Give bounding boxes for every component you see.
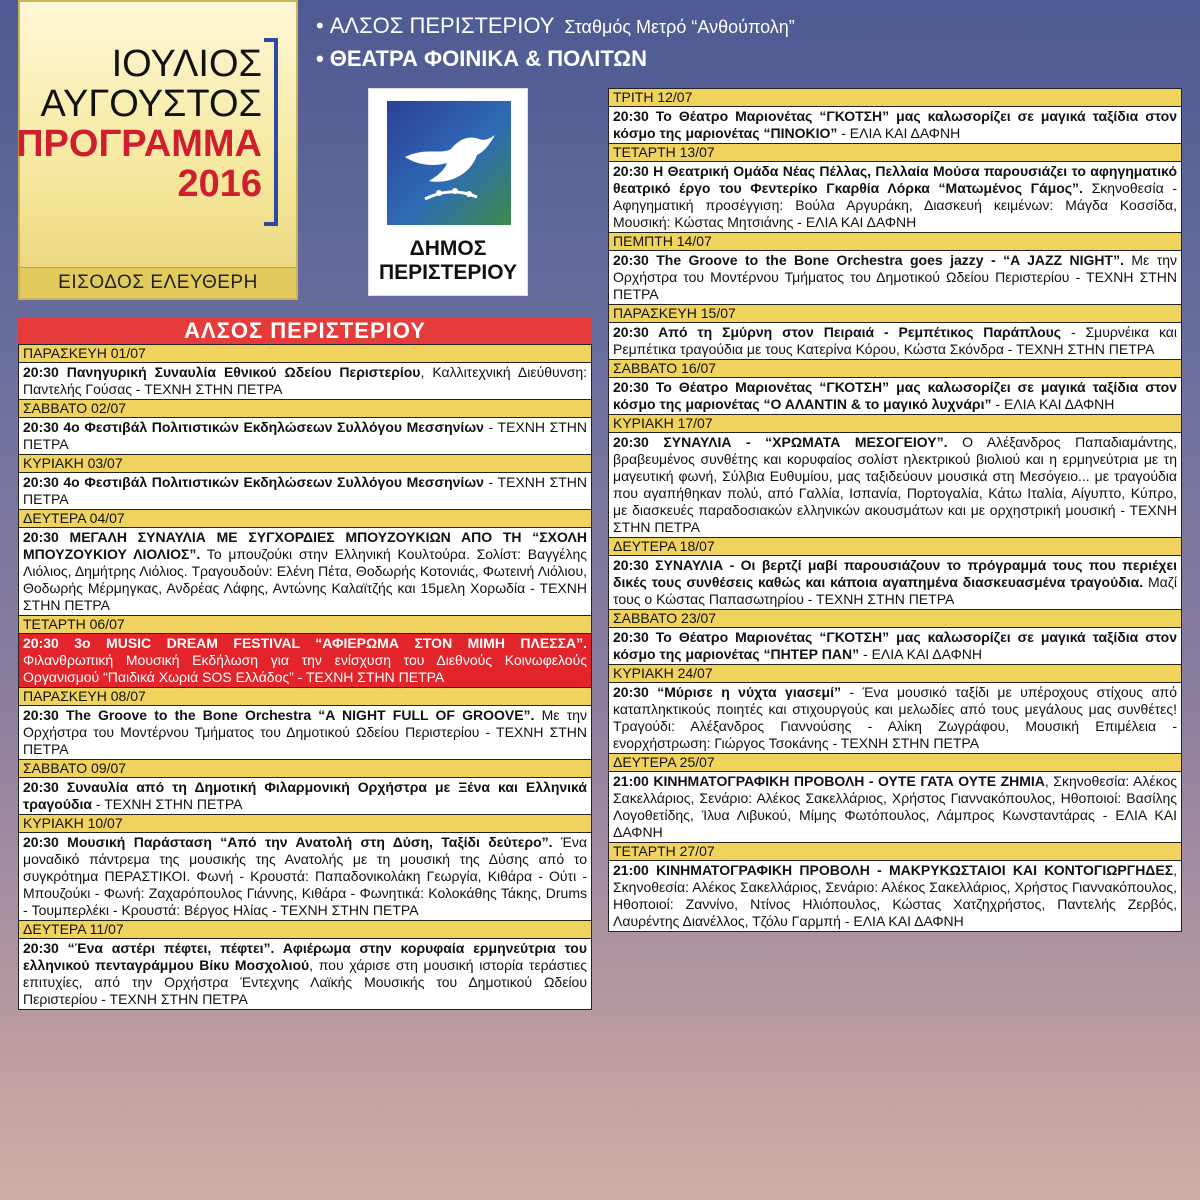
event-details: Φιλανθρωπική Μουσική Εκδήλωση για την ενίσχυση του Διεθνούς Κοινωφελούς Οργανισμού “Παιδικά Χωριά SOS Ελλάδος” - ΤΕΧΝΗ ΣΤΗΝ ΠΕΤΡΑ	[23, 652, 587, 685]
left-events	[18, 344, 592, 1010]
event-block	[608, 754, 1182, 843]
title-month-1: ΙΟΥΛΙΟΣ	[111, 43, 262, 85]
event-date: ΠΑΡΑΣΚΕΥΗ 15/07	[609, 305, 1181, 323]
venue-list	[316, 10, 795, 75]
event-description	[19, 939, 591, 1009]
event-description	[19, 528, 591, 615]
event-description	[609, 683, 1181, 753]
event-block	[608, 144, 1182, 233]
event-date: ΔΕΥΤΕΡΑ 11/07	[19, 921, 591, 939]
event-details: Σκηνοθεσία - Αφηγηματική προσέγγιση: Βούλα Αργυράκη, Διασκευή κειμένων: Μάγδα Κοσσίδα, Μουσική: Κώστας Μητσιάνης - ΕΛΙΑ ΚΑΙ ΔΑΦΝΗ	[613, 180, 1177, 230]
event-block	[608, 233, 1182, 305]
event-date: ΚΥΡΙΑΚΗ 10/07	[19, 815, 591, 833]
event-date: ΣΑΒΒΑΤΟ 09/07	[19, 760, 591, 778]
event-block	[608, 305, 1182, 360]
venue-1-name: ΑΛΣΟΣ ΠΕΡΙΣΤΕΡΙΟΥ	[329, 13, 555, 38]
event-title: 20:30 4ο Φεστιβάλ Πολιτιστικών Εκδηλώσεων Συλλόγου Μεσσηνίων	[23, 474, 484, 490]
event-description	[609, 433, 1181, 537]
event-block	[608, 610, 1182, 665]
event-date: ΔΕΥΤΕΡΑ 25/07	[609, 754, 1181, 772]
event-block	[18, 688, 592, 760]
event-date: ΔΕΥΤΕΡΑ 04/07	[19, 510, 591, 528]
event-details: - Ένα μουσικό ταξίδι με υπέροχους στίχους από καταπληκτικούς ποιητές και στιχουργούς και μελωδίες από τους μεγάλους μας συνθέτες! Τραγούδι: Αλέξανδρος Γιαννούσης - Αλίκη Ζωγράφου, Μουσική Επιμέλεια - ενορχήστρωση: Γιώργος Τσοκάνης - ΤΕΧΝΗ ΣΤΗΝ ΠΕΤΡΑ	[613, 684, 1177, 751]
event-details: , που χάρισε στη μουσική ιστορία τεράστιες επιτυχίες, από την Ορχήστρα Έντεχνης Λαϊκής Μουσικής του Δημοτικού Ωδείου Περιστερίου - ΤΕΧΝΗ ΣΤΗΝ ΠΕΤΡΑ	[23, 957, 587, 1007]
event-description	[19, 778, 591, 814]
event-description	[19, 363, 591, 399]
event-date: ΤΕΤΑΡΤΗ 06/07	[19, 616, 591, 634]
event-date: ΠΑΡΑΣΚΕΥΗ 01/07	[19, 345, 591, 363]
event-title: 20:30 ΣΥΝΑΥΛΙΑ - Οι βερτζί μαβί παρουσιάζουν το πρόγραμμά τους που περιέχει δικές τους συνθέσεις καθώς και κάποια αγαπημένα διασκευασμένα τραγούδια.	[613, 557, 1177, 590]
bullet-icon: •	[316, 46, 324, 71]
event-description	[19, 418, 591, 454]
event-details: - ΤΕΧΝΗ ΣΤΗΝ ΠΕΤΡΑ	[23, 474, 588, 507]
event-title: 20:30 Πανηγυρική Συναυλία Εθνικού Ωδείου Περιστερίου	[23, 364, 421, 380]
event-details: - Σμυρνέικα και Ρεμπέτικα τραγούδια με τους Κατερίνα Κόρου, Κώστα Σκόνδρα - ΤΕΧΝΗ ΣΤΗΝ ΠΕΤΡΑ	[613, 324, 1178, 357]
event-description	[609, 323, 1181, 359]
event-date: ΤΕΤΑΡΤΗ 13/07	[609, 144, 1181, 162]
title-box	[18, 0, 298, 300]
event-block	[608, 843, 1182, 932]
event-description	[19, 706, 591, 759]
event-details: Ένα μοναδικό πάντρεμα της μουσικής της Ανατολής με τη μουσική της Δύσης από το συγκρότημα ΠΕΡΑΣΤΙΚΟΙ. Φωνή - Κρουστά: Παπαδονικολάκη Γεωργία, Κιθάρα - Ούτι - Μπουζούκι - Φωνή: Ζαχαρόπουλος Γιάννης, Κιθάρα - Φωνητικά: Κολοκάθης Τάκης, Drums - Τουμπερλέκι - Κρουστά: Βέργος Ηλίας - ΤΕΧΝΗ ΣΤΗΝ ΠΕΤΡΑ	[23, 834, 587, 918]
event-block	[608, 88, 1182, 144]
title-lines	[16, 44, 262, 204]
event-block	[18, 400, 592, 455]
event-date: ΣΑΒΒΑΤΟ 16/07	[609, 360, 1181, 378]
event-details: Το μπουζούκι στην Ελληνική Κουλτούρα. Σολίστ: Βαγγέλης Λιόλιος, Δημήτρης Λιόλιος. Τραγουδούν: Ελένη Πέτα, Θοδωρής Κοτονιάς, Φωτεινή Λιόλιου, Θοδωρής Μέρμηγκας, Ανδρέας Λάφης, Αντώνης Καλαϊτζής και 15μελη Χορωδία - ΤΕΧΝΗ ΣΤΗΝ ΠΕΤΡΑ	[23, 546, 587, 613]
event-title: 20:30 Συναυλία από τη Δημοτική Φιλαρμονική Ορχήστρα με Ξένα και Ελληνικά τραγούδια	[23, 779, 587, 812]
event-title: 20:30 Το Θέατρο Μαριονέτας “ΓΚΟΤΣΗ” μας καλωσορίζει σε μαγικά ταξίδια στον κόσμο της μαριονέτας “ΠΗΤΕΡ ΠΑΝ”	[613, 629, 1177, 662]
venue-header: ΑΛΣΟΣ ΠΕΡΙΣΤΕΡΙΟΥ	[18, 318, 592, 344]
event-description	[19, 634, 591, 687]
logo-line-1: ΔΗΜΟΣ	[409, 237, 487, 260]
event-title: 20:30 “Μύρισε η νύχτα γιασεμί”	[613, 684, 842, 700]
event-block	[608, 415, 1182, 538]
event-title: 20:30 “Ένα αστέρι πέφτει, πέφτει”. Αφιέρωμα στην κορυφαία ερμηνεύτρια του ελληνικού πενταγράμμου Βίκυ Μοσχολιού	[23, 940, 587, 973]
event-date: ΚΥΡΙΑΚΗ 03/07	[19, 455, 591, 473]
bullet-icon: •	[316, 13, 324, 38]
event-description	[19, 833, 591, 920]
event-date: ΣΑΒΒΑΤΟ 02/07	[19, 400, 591, 418]
programme-left-column	[18, 318, 592, 1010]
event-title: 20:30 4ο Φεστιβάλ Πολιτιστικών Εκδηλώσεων Συλλόγου Μεσσηνίων	[23, 419, 484, 435]
event-description	[609, 772, 1181, 842]
event-date: ΠΑΡΑΣΚΕΥΗ 08/07	[19, 688, 591, 706]
logo-line-2: ΠΕΡΙΣΤΕΡΙΟΥ	[378, 261, 518, 284]
event-block	[608, 360, 1182, 415]
event-details: , Σκηνοθεσία: Αλέκος Σακελλάριος, Σενάριο: Αλέκος Σακελλάριος, Χρήστος Γιαννακόπουλος, Ηθοποιοί: Βασίλης Λογοθετίδης, Ίλυα Λιβυκού, Μίμης Φωτόπουλος, Λάμπρος Κωνσταντάρας - ΕΛΙΑ ΚΑΙ ΔΑΦΝΗ	[613, 773, 1177, 840]
event-title: 20:30 The Groove to the Bone Orchestra goes jazzy - “A JAZZ NIGHT”.	[613, 252, 1124, 268]
event-block	[18, 815, 592, 921]
event-details: Ο Αλέξανδρος Παπαδιαμάντης, βραβευμένος συνθέτης και κορυφαίος σολίστ ηλεκτρικού βιολιού και η ερμηνεύτρια με τη μαγευτική φωνή, Σύλβια Ευθυμίου, μας ταξιδεύουν μουσικά στη Μεσόγειο... με τραγούδια που αγαπήθηκαν πολύ, από Γαλλία, Ισπανία, Πορτογαλία, Κάτω Ιταλία, Αίγυπτο, Κύπρο, με διασκευές παραδοσιακών ελληνικών ακουσμάτων και με ορχηστρική μουσική - ΤΕΧΝΗ ΣΤΗΝ ΠΕΤΡΑ	[613, 434, 1177, 535]
event-title: 20:30 ΜΕΓΑΛΗ ΣΥΝΑΥΛΙΑ ΜΕ ΣΥΓΧΟΡΔΙΕΣ ΜΠΟΥΖΟΥΚΙΩΝ ΑΠΟ ΤΗ “ΣΧΟΛΗ ΜΠΟΥΖΟΥΚΙΟΥ ΛΙΟΛΙΟΣ”.	[23, 529, 587, 562]
event-block	[18, 510, 592, 616]
title-bracket-decoration	[264, 38, 278, 226]
event-title: 20:30 Από τη Σμύρνη στον Πειραιά - Ρεμπέτικος Παράπλους	[613, 324, 1062, 340]
event-date: ΤΡΙΤΗ 12/07	[609, 89, 1181, 107]
event-title: 20:30 Το Θέατρο Μαριονέτας “ΓΚΟΤΣΗ” μας καλωσορίζει σε μαγικά ταξίδια στον κόσμο της μαριονέτας “ΠΙΝΟΚΙΟ”	[613, 108, 1177, 141]
event-details: , Καλλιτεχνική Διεύθυνση: Παντελής Γούσας - ΤΕΧΝΗ ΣΤΗΝ ΠΕΤΡΑ	[23, 364, 588, 397]
event-details: , Σκηνοθεσία: Αλέκος Σακελλάριος, Σενάριο: Αλέκος Σακελλάριος, Χρήστος Γιαννακόπουλος, Ηθοποιοί: Ζαννίνο, Ντίνος Ηλιόπουλος, Κώστας Χατζηχρήστος, Παντελής Ζερβός, Λαυρέντης Διανέλλος, Τζόλυ Γαρμπή - ΕΛΙΑ ΚΑΙ ΔΑΦΝΗ	[613, 862, 1177, 929]
venue-1-sub: Σταθμός Μετρό “Ανθούπολη”	[564, 17, 795, 37]
event-description	[609, 378, 1181, 414]
event-description	[609, 628, 1181, 664]
event-details: Με την Ορχήστρα του Μοντέρνου Τμήματος του Δημοτικού Ωδείου Περιστερίου - ΤΕΧΝΗ ΣΤΗΝ ΠΕΤΡΑ	[23, 707, 588, 757]
event-details: - ΕΛΙΑ ΚΑΙ ΔΑΦΝΗ	[837, 125, 961, 141]
event-details: - ΤΕΧΝΗ ΣΤΗΝ ΠΕΤΡΑ	[23, 419, 588, 452]
municipality-logo	[368, 88, 528, 296]
event-date: ΠΕΜΠΤΗ 14/07	[609, 233, 1181, 251]
event-details: - ΕΛΙΑ ΚΑΙ ΔΑΦΝΗ	[991, 396, 1115, 412]
title-month-2: ΑΥΓΟΥΣΤΟΣ	[40, 83, 262, 125]
event-details: - ΤΕΧΝΗ ΣΤΗΝ ΠΕΤΡΑ	[92, 796, 243, 812]
event-block	[608, 538, 1182, 610]
event-details: - ΕΛΙΑ ΚΑΙ ΔΑΦΝΗ	[859, 646, 982, 662]
event-block-highlighted	[18, 616, 592, 688]
logo-text	[369, 237, 527, 285]
venue-2-name: ΘΕΑΤΡΑ ΦΟΙΝΙΚΑ & ΠΟΛΙΤΩΝ	[329, 46, 647, 71]
event-title: 20:30 Μουσική Παράσταση “Από την Ανατολή στη Δύση, Ταξίδι δεύτερο”.	[23, 834, 553, 850]
right-events	[608, 88, 1182, 932]
event-date: ΣΑΒΒΑΤΟ 23/07	[609, 610, 1181, 628]
event-title: 21:00 ΚΙΝΗΜΑΤΟΓΡΑΦΙΚΗ ΠΡΟΒΟΛΗ - ΜΑΚΡΥΚΩΣΤΑΙΟΙ ΚΑΙ ΚΟΝΤΟΓΙΩΡΓΗΔΕΣ	[613, 862, 1174, 878]
event-block	[18, 921, 592, 1010]
event-block	[18, 344, 592, 400]
event-description	[609, 861, 1181, 931]
event-title: 20:30 ΣΥΝΑΥΛΙΑ - “ΧΡΩΜΑΤΑ ΜΕΣΟΓΕΙΟΥ”.	[613, 434, 948, 450]
free-entry-label: ΕΙΣΟΔΟΣ ΕΛΕΥΘΕΡΗ	[20, 267, 296, 298]
event-date: ΚΥΡΙΑΚΗ 17/07	[609, 415, 1181, 433]
title-year: 2016	[177, 163, 262, 205]
event-description	[609, 107, 1181, 143]
event-block	[18, 455, 592, 510]
event-block	[18, 760, 592, 815]
title-programme: ΠΡΟΓΡΑΜΜΑ	[16, 123, 262, 165]
event-details: Με την Ορχήστρα του Μοντέρνου Τμήματος του Δημοτικού Ωδείου Περιστερίου - ΤΕΧΝΗ ΣΤΗΝ ΠΕΤΡΑ	[613, 252, 1178, 302]
dove-icon	[385, 99, 513, 227]
event-date: ΚΥΡΙΑΚΗ 24/07	[609, 665, 1181, 683]
event-date: ΤΕΤΑΡΤΗ 27/07	[609, 843, 1181, 861]
event-details: Μαζί τους ο Κώστας Παπασωτηρίου - ΤΕΧΝΗ ΣΤΗΝ ΠΕΤΡΑ	[613, 574, 1177, 607]
venue-item-1	[316, 10, 795, 43]
venue-item-2	[316, 43, 795, 75]
event-title: 20:30 The Groove to the Bone Orchestra “A NIGHT FULL OF GROOVE”.	[23, 707, 535, 723]
event-title: 20:30 Η Θεατρική Ομάδα Νέας Πέλλας, Πελλαία Μούσα παρουσιάζει το αφηγηματικό θεατρικό έργο του Φεντερίκο Γκαρθία Λόρκα “Ματωμένος Γάμος”.	[613, 163, 1177, 196]
event-description	[609, 251, 1181, 304]
event-title: 21:00 ΚΙΝΗΜΑΤΟΓΡΑΦΙΚΗ ΠΡΟΒΟΛΗ - ΟΥΤΕ ΓΑΤΑ ΟΥΤΕ ΖΗΜΙΑ	[613, 773, 1045, 789]
event-description	[19, 473, 591, 509]
event-title: 20:30 3ο MUSIC DREAM FESTIVAL “ΑΦΙΕΡΩΜΑ ΣΤΟΝ ΜΙΜΗ ΠΛΕΣΣΑ”.	[23, 635, 587, 651]
event-description	[609, 162, 1181, 232]
event-date: ΔΕΥΤΕΡΑ 18/07	[609, 538, 1181, 556]
event-block	[608, 665, 1182, 754]
programme-right-column	[608, 88, 1182, 932]
event-description	[609, 556, 1181, 609]
event-title: 20:30 Το Θέατρο Μαριονέτας “ΓΚΟΤΣΗ” μας καλωσορίζει σε μαγικά ταξίδια στον κόσμο της μαριονέτας “Ο ΑΛΑΝΤΙΝ & το μαγικό λυχνάρι”	[613, 379, 1177, 412]
